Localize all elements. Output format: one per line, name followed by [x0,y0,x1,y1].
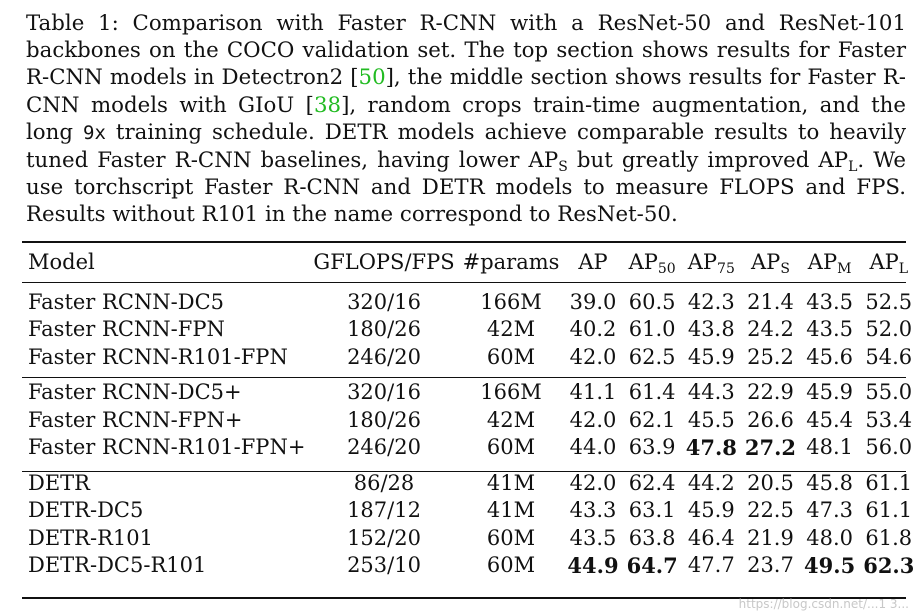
caption-text-3: ], random crops train-time augmentation, and the long [26,92,906,145]
table-caption [26,10,906,229]
cell-apl: 52.0 [865,317,913,342]
cell-ap50: 61.0 [628,317,676,342]
cell-params: 60M [486,553,536,578]
cell-params: 42M [486,407,536,432]
cell-apm: 48.1 [806,435,853,460]
cell-ap: 42.0 [569,470,617,495]
table-row [22,552,918,580]
table-row [22,497,918,525]
cell-apm: 45.4 [806,407,853,432]
cell-ap: 40.2 [569,317,617,342]
cell-apm: 43.5 [806,289,853,314]
cell-apl-best: 62.3 [863,552,915,578]
header-apm-sub: M [837,261,852,277]
table-row [22,343,918,371]
results-table [22,244,918,579]
cell-model: Faster RCNN-DC5 [28,289,225,314]
cell-apm: 45.9 [806,380,853,405]
cell-gflops: 180/26 [347,407,421,432]
cell-apl: 61.8 [865,525,913,550]
table-top-rule [22,241,906,243]
cell-gflops: 320/16 [347,289,421,314]
cell-aps: 25.2 [747,344,794,369]
cell-gflops: 86/28 [353,470,415,495]
header-ap75-sub: 75 [717,261,735,277]
cell-ap: 41.1 [569,380,617,405]
table-row [22,316,918,344]
cell-aps: 23.7 [747,553,794,578]
cell-params: 166M [480,380,542,405]
citation-link-38[interactable]: 38 [313,92,342,118]
cell-gflops: 320/16 [347,380,421,405]
header-aps-sub: S [780,261,790,277]
cell-ap75: 47.7 [687,553,735,578]
header-ap: AP [578,250,608,274]
cell-aps: 24.2 [747,317,794,342]
cell-ap: 42.0 [569,344,617,369]
header-aps: $AP_S$ [751,250,790,277]
cell-aps: 20.5 [747,470,794,495]
header-apm: $AP_M$ [807,250,852,277]
table-row [22,434,918,462]
cell-ap50: 61.4 [628,380,676,405]
citation-link-50[interactable]: 50 [358,65,386,91]
header-ap50-sub: 50 [657,261,676,277]
caption-subscript-s: S [558,159,568,176]
cell-gflops: 180/26 [347,317,421,342]
cell-gflops: 246/20 [347,435,421,460]
table-row [22,406,918,434]
cell-ap50-best: 64.7 [626,552,678,578]
cell-aps: 26.6 [747,407,794,432]
table-row [22,461,918,497]
cell-aps: 22.9 [747,380,794,405]
cell-apl: 61.1 [865,498,913,523]
cell-apl: 53.4 [865,407,913,432]
cell-ap75-best: 47.8 [685,434,737,460]
cell-apm: 48.0 [806,525,853,550]
header-apl-sub: L [898,261,909,277]
header-ap75: $AP_{75}$ [687,250,735,277]
caption-text-5: but greatly improved AP [567,148,849,174]
cell-model: DETR-R101 [28,525,153,550]
cell-aps-best: 27.2 [744,434,797,460]
cell-aps: 21.4 [747,289,794,314]
cell-model: Faster RCNN-FPN+ [28,407,243,432]
cell-params: 60M [486,525,536,550]
cell-ap75: 44.3 [687,380,735,405]
cell-ap50: 62.5 [628,344,676,369]
cell-apl: 55.0 [865,380,913,405]
caption-text-4: training schedule. DETR models achieve comparable results to heavily tuned Faster R-CNN baselines, having lower AP [26,119,906,174]
cell-ap: 44.0 [569,435,617,460]
cell-ap75: 45.9 [687,498,735,523]
cell-ap50: 63.9 [628,435,676,460]
cell-model: DETR-DC5 [28,498,144,523]
cell-ap50: 62.4 [628,470,676,495]
table-row [22,524,918,552]
header-params: #params [462,250,560,274]
cell-ap: 39.0 [569,289,617,314]
cell-params: 41M [486,470,536,495]
header-gflops-fps: GFLOPS/FPS [313,250,455,274]
caption-subscript-l: L [848,159,858,176]
cell-params: 166M [480,289,542,314]
caption-text-6: . We use torchscript Faster R-CNN and DETR models to measure FLOPS and FPS. Results without R101 in the name correspond to ResNet-50. [26,148,907,228]
cell-model: DETR [28,470,90,495]
cell-apl: 56.0 [865,435,913,460]
cell-gflops: 152/20 [347,525,421,550]
caption-code-9x: 9x [83,121,106,144]
cell-apm: 47.3 [806,498,853,523]
cell-model: DETR-DC5-R101 [28,553,207,578]
cell-ap50: 60.5 [628,289,676,314]
cell-model: Faster RCNN-DC5+ [28,380,242,405]
cell-model: Faster RCNN-R101-FPN+ [28,435,306,460]
table-row [22,371,918,407]
cell-model: Faster RCNN-R101-FPN [28,344,288,369]
cell-ap75: 45.9 [687,344,735,369]
header-model: Model [28,250,95,274]
cell-ap: 43.3 [569,498,617,523]
cell-ap: 43.5 [569,525,617,550]
caption-label: Table 1: [26,11,119,36]
cell-ap-best: 44.9 [567,552,619,578]
cell-gflops: 253/10 [347,553,421,578]
cell-aps: 22.5 [747,498,794,523]
cell-model: Faster RCNN-FPN [28,317,225,342]
cell-ap: 42.0 [569,407,617,432]
cell-params: 41M [486,498,536,523]
header-apl: $AP_L$ [869,250,909,277]
cell-apm-best: 49.5 [804,552,856,578]
cell-apl: 52.5 [865,289,913,314]
caption-text-1: Comparison with Faster R-CNN with a ResNet-50 and ResNet-101 backbones on the COCO validation set. The top section shows results for Faster R-CNN models in Detectron2 [ [26,11,906,91]
cell-ap75: 45.5 [687,407,735,432]
cell-ap50: 63.1 [628,498,676,523]
table-header-row [22,244,918,280]
cell-apm: 45.8 [806,470,853,495]
cell-aps: 21.9 [747,525,794,550]
cell-ap75: 44.2 [687,470,735,495]
cell-gflops: 187/12 [347,498,421,523]
cell-gflops: 246/20 [347,344,421,369]
cell-params: 42M [486,317,536,342]
cell-ap75: 42.3 [687,289,735,314]
cell-apl: 61.1 [865,470,913,495]
cell-ap75: 43.8 [687,317,735,342]
cell-apl: 54.6 [865,344,913,369]
cell-params: 60M [486,435,536,460]
cell-ap50: 62.1 [628,407,676,432]
table-row [22,280,918,316]
cell-ap50: 63.8 [628,525,676,550]
cell-apm: 43.5 [806,317,853,342]
cell-apm: 45.6 [806,344,853,369]
source-watermark: https://blog.csdn.net/...1 3... [738,597,909,611]
cell-ap75: 46.4 [687,525,735,550]
caption-text-2: ], the middle section shows results for Faster R-CNN models with GIoU [ [26,65,906,118]
header-ap50: $AP_{50}$ [628,250,676,277]
cell-params: 60M [486,344,536,369]
